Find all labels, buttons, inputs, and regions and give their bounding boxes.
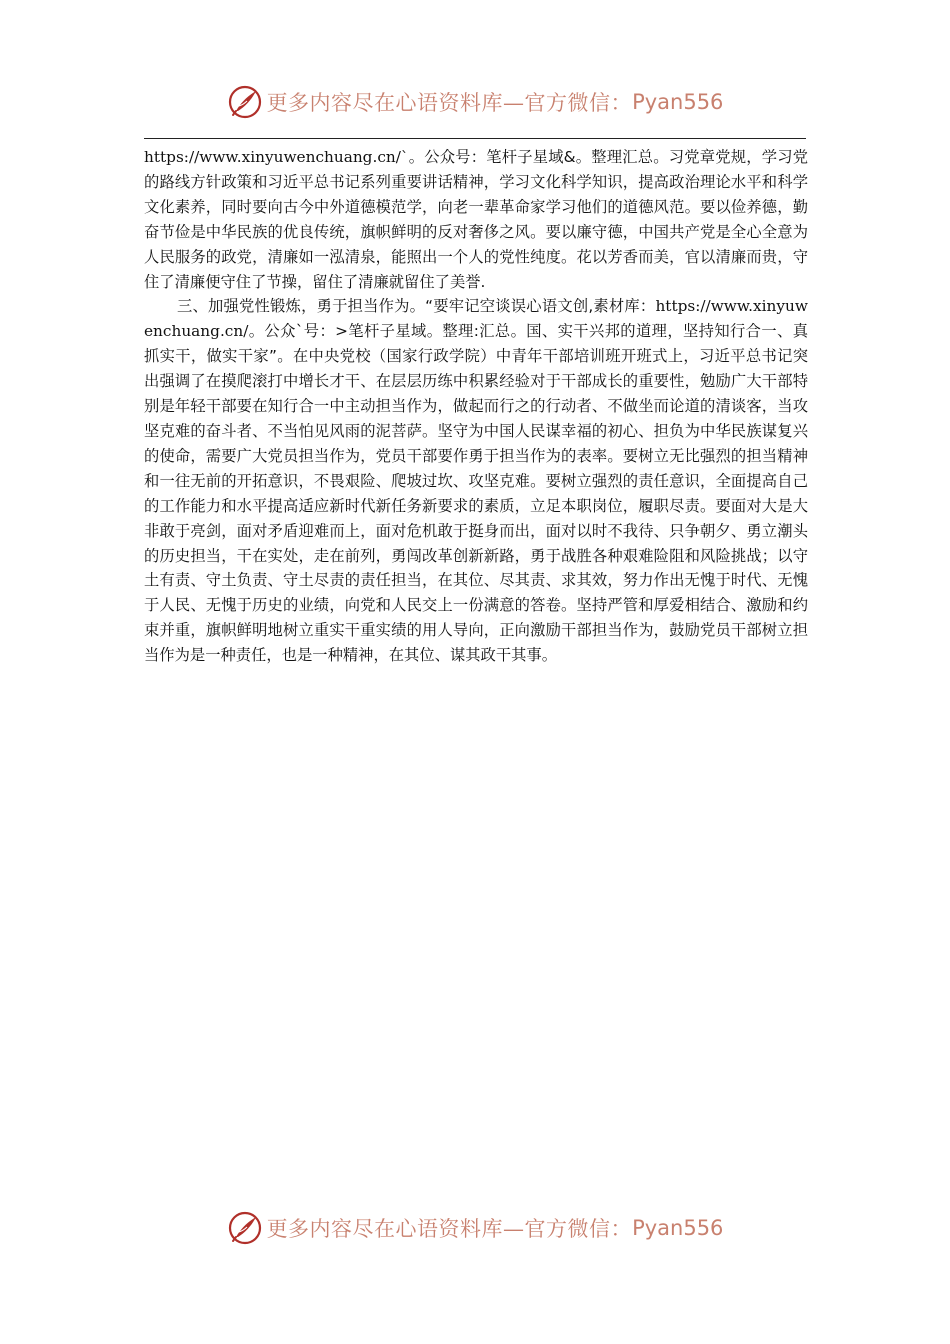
paragraph-1 xyxy=(144,145,808,294)
quill-pen-circle-icon xyxy=(227,1210,263,1246)
banner-text: 更多内容尽在心语资料库—官方微信： xyxy=(266,1217,633,1241)
header-banner xyxy=(0,82,950,122)
quill-pen-circle-icon xyxy=(227,84,263,120)
paragraph-2 xyxy=(144,294,808,668)
paragraph-1-text: 。公众号：笔杆子星域&。整理汇总。习党章党规，学习党的路线方针政策和习近平总书记系列重要讲话精神，学习文化科学知识，提高政治理论水平和科学文化素养，同时要向古今中外道德模范学，向老一辈革命家学习他们的道德风范。要以俭养德，勤奋节俭是中华民族的优良传统，旗帜鲜明的反对奢侈之风。要以廉守德，中国共产党是全心全意为人民服务的政党，清廉如一泓清泉，能照出一个人的党性纯度。花以芳香而美，官以清廉而贵，守住了清廉便守住了节操，留住了清廉就留住了美誉. xyxy=(144,148,808,291)
footer-banner xyxy=(0,1208,950,1248)
paragraph-1-url: https://www.xinyuwenchuang.cn/` xyxy=(144,148,409,166)
paragraph-2-lead: 三、加强党性锻炼，勇于担当作为。“要牢记空谈误心语文创,素材库： xyxy=(177,297,656,316)
paragraph-2-url: https://www.xinyuwenchuang.cn/ xyxy=(144,297,808,341)
document-body xyxy=(144,145,808,668)
paragraph-2-text: 。公众`号：>笔杆子星域。整理:汇总。国、实干兴邦的道理，坚持知行合一、真抓实干，做实干家”。在中央党校（国家行政学院）中青年干部培训班开班式上，习近平总书记突出强调了在摸爬滚打中增长才干、在层层历练中积累经验对于干部成长的重要性，勉励广大干部特别是年轻干部要在知行合一中主动担当作为，做起而行之的行动者、不做坐而论道的清谈客，当攻坚克难的奋斗者、不当怕见风雨的泥菩萨。坚守为中国人民谋幸福的初心、担负为中华民族谋复兴的使命，需要广大党员担当作为，党员干部要作勇于担当作为的表率。要树立无比强烈的担当精神和一往无前的开拓意识，不畏艰险、爬坡过坎、攻坚克难。要树立强烈的责任意识，全面提高自己的工作能力和水平提高适应新时代新任务新要求的素质，立足本职岗位，履职尽责。要面对大是大非敢于亮剑，面对矛盾迎难而上，面对危机敢于挺身而出，面对以时不我待、只争朝夕、勇立潮头的历史担当，干在实处，走在前列，勇闯改革创新新路，勇于战胜各种艰难险阻和风险挑战；以守土有责、守土负责、守土尽责的责任担当，在其位、尽其责、求其效，努力作出无愧于时代、无愧于人民、无愧于历史的业绩，向党和人民交上一份满意的答卷。坚持严管和厚爱相结合、激励和约束并重，旗帜鲜明地树立重实干重实绩的用人导向，正向激励干部担当作为，鼓励党员干部树立担当作为是一种责任，也是一种精神，在其位、谋其政干其事。 xyxy=(144,322,808,665)
header-divider xyxy=(144,138,806,139)
banner-wechat-id: Pyan556 xyxy=(632,1216,724,1240)
banner-text: 更多内容尽在心语资料库—官方微信： xyxy=(266,91,633,115)
banner-wechat-id: Pyan556 xyxy=(632,90,724,114)
